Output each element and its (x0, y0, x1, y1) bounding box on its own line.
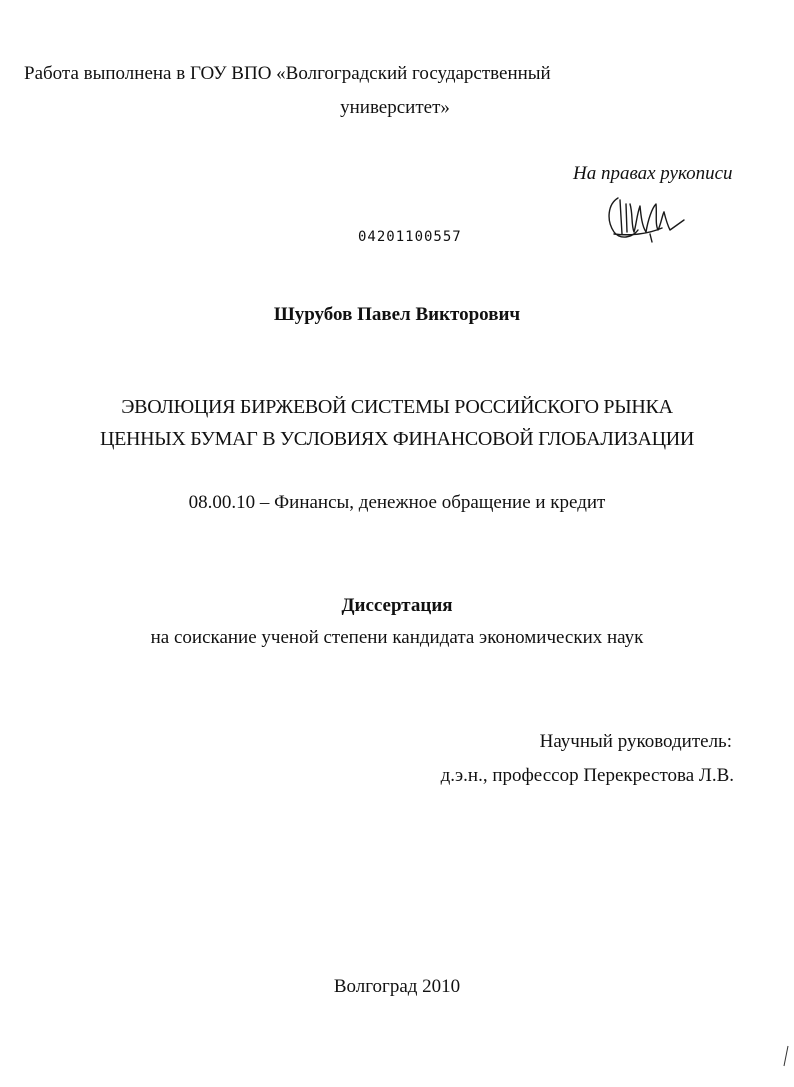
scan-mark-icon (782, 1045, 790, 1067)
institution-line-2: университет» (340, 97, 450, 118)
thesis-title-line-1: ЭВОЛЮЦИЯ БИРЖЕВОЙ СИСТЕМЫ РОССИЙСКОГО РЫНКА (121, 396, 673, 418)
document-type: Диссертация (341, 595, 453, 616)
supervisor-label: Научный руководитель: (539, 731, 732, 752)
signature-icon (600, 190, 686, 244)
thesis-title-line-2: ЦЕННЫХ БУМАГ В УСЛОВИЯХ ФИНАНСОВОЙ ГЛОБАЛИЗАЦИИ (99, 428, 695, 450)
author-name: Шурубов Павел Викторович (273, 304, 521, 325)
degree-description: на соискание ученой степени кандидата экономических наук (150, 627, 644, 648)
specialty-code: 08.00.10 – Финансы, денежное обращение и кредит (188, 492, 606, 513)
city-year: Волгоград 2010 (333, 976, 461, 997)
institution-line-1: Работа выполнена в ГОУ ВПО «Волгоградский государственный (24, 63, 551, 84)
manuscript-rights: На правах рукописи (573, 163, 733, 184)
supervisor-name: д.э.н., профессор Перекрестова Л.В. (440, 765, 734, 786)
catalog-code: 04201100557 (358, 229, 462, 245)
